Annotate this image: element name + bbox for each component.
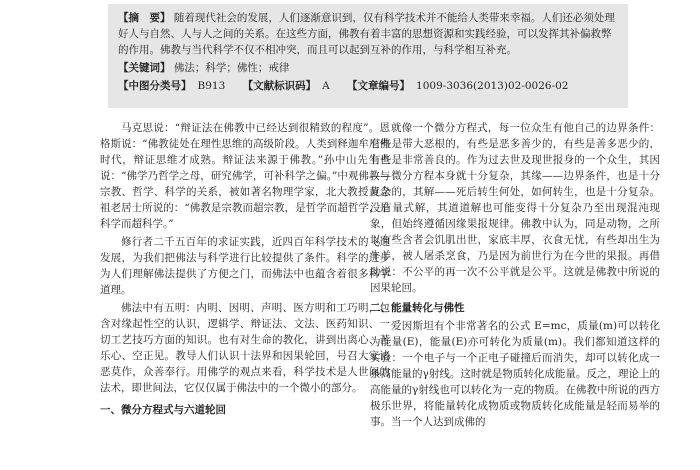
body-paragraph: 马克思说：“辩证法在佛教中已经达到很精致的程度”。恩格斯说：“佛教徒处在理性思维的高级阶段。人类到释迦牟尼佛时代，辩证思维才成熟。辩证法来源于佛教。”孙中山先生也说：“佛学乃哲学之母，研究佛学，可补科学之偏。”中观佛教与宗教、哲学、科学的关系，被如著名物理学家，北大教授黄念祖老居士所说的：“佛教是宗教而超宗教，是哲学而超哲学，是科学而超科学。”: [100, 122, 390, 230]
abstract-paragraph: [118, 10, 618, 58]
article-number-label: 【文章编号】: [347, 80, 411, 92]
body-paragraph: 就像一个微分方程式，每一位众生有他自己的边界条件：有些是带大恶根的，有些是恶多善少的，有些是善多恶少的，有些是非常善良的。作为过去世及现世报身的一个众生，其因——微分方程本身就十分复杂，其缘——边界条件，也是十分复杂的，其解——死后转生何处，如何转生，也是十分复杂。没有量式解，其道道解也可能变得十分复杂乃至出现混沌现象，但始终遵循因缘果报规律。佛教中认为，同是动物，之所以有些含者会饥肌出世，家底丰厚，衣食无忧，有些却出生为牛羊，被人屠杀烹食，乃是因为前世行为在今世的果报。再借助说：不公平的再一次不公平就是公平。这就是佛教中所说的因果轮回。: [370, 122, 660, 294]
doc-code-value: A: [322, 80, 330, 92]
section-heading: 二、能量转化与佛性: [370, 302, 465, 314]
right-column: [370, 120, 660, 430]
abstract-label: 【摘 要】: [118, 12, 171, 24]
keywords-label: 【关键词】: [118, 62, 171, 74]
article-number-value: 1009-3036(2013)02-0026-02: [416, 80, 569, 92]
left-column: [100, 120, 390, 420]
body-paragraph: 修行者二千五百年的求证实践，近四百年科学技术的飞速发展，为我们把佛法与科学进行比较提供了条件。科学的进步为人们理解佛法提供了方便之门，而佛法中也蕴含着很多科学道理。: [100, 236, 390, 296]
body-paragraph: 爱因斯坦有个非常著名的公式 E=mc，质量(m)可以转化为能量(E)，能量(E)亦可转化为质量(m)。我们都知道这样的实验：一个电子与一个正电子碰撞后而消失，却可以转化成一条高能量的γ射线。这时就是物质转化成能量。反之，理论上的高能量的γ射线也可以转化为一克的物质。在佛教中所说的西方极乐世界，将能量转化成物质或物质转化成能量是轻而易举的事。当一个人达到成佛的: [370, 320, 660, 428]
body-paragraph: 佛法中有五明：内明、因明、声明、医方明和工巧明，包含对缘起性空的认识，逻辑学、辩证法、文法、医药知识、一切工艺技巧方面的知识。也有对生命的教化，讲到出离心、苦乐心、空正见。教导人们认识十法界和因果轮回，号召大家诸恶莫作，众善奉行。用佛学的观点来看，科学技术是人世间的法术，即世间法，它仅仅属于佛法中的一个微小的部分。: [100, 302, 390, 394]
abstract-box: [108, 4, 628, 108]
metadata-line: [118, 78, 618, 94]
abstract-text: 随着现代社会的发展，人们逐渐意识到，仅有科学技术并不能给人类带来幸福。人们还必须处理好人与自然、人与人之间的关系。在这些方面，佛教有着丰富的思想资源和实践经验，可以发挥其补偏救弊的作用。佛教与当代科学不仅不相冲突，而且可以起到互补的作用，与科学相互补充。: [118, 12, 615, 56]
clc-value: B913: [197, 80, 226, 92]
clc-label: 【中图分类号】: [118, 80, 192, 92]
keywords-text: 佛法；科学；佛性；戒律: [173, 62, 290, 74]
keywords-line: [118, 60, 618, 76]
section-heading: 一、微分方程式与六道轮回: [100, 404, 226, 416]
doc-code-label: 【文献标识码】: [242, 80, 317, 92]
